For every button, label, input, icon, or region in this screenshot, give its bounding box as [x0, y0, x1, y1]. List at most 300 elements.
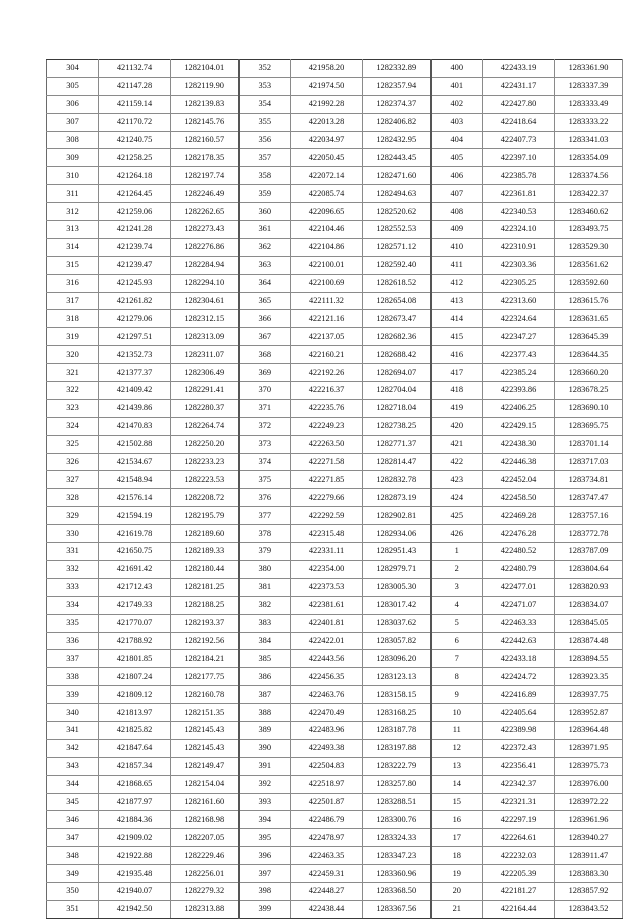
- y-coordinate-cell: 1283937.75: [555, 686, 623, 704]
- point-number-cell: 380: [239, 560, 291, 578]
- x-coordinate-cell: 421958.20: [291, 60, 363, 78]
- y-coordinate-cell: 1283701.14: [555, 435, 623, 453]
- point-number-cell: 372: [239, 417, 291, 435]
- y-coordinate-cell: 1282192.56: [171, 632, 239, 650]
- table-row: [47, 453, 623, 471]
- table-row: [47, 417, 623, 435]
- y-coordinate-cell: 1282814.47: [363, 453, 431, 471]
- y-coordinate-cell: 1282704.04: [363, 382, 431, 400]
- table-row: [47, 775, 623, 793]
- y-coordinate-cell: 1282902.81: [363, 507, 431, 525]
- y-coordinate-cell: 1283976.00: [555, 775, 623, 793]
- point-number-cell: 387: [239, 686, 291, 704]
- x-coordinate-cell: 421502.88: [99, 435, 171, 453]
- x-coordinate-cell: 422463.35: [291, 847, 363, 865]
- x-coordinate-cell: 421240.75: [99, 131, 171, 149]
- point-number-cell: 347: [47, 829, 99, 847]
- y-coordinate-cell: 1282979.71: [363, 560, 431, 578]
- y-coordinate-cell: 1282406.82: [363, 113, 431, 131]
- x-coordinate-cell: 422452.04: [483, 471, 555, 489]
- point-number-cell: 350: [47, 882, 99, 900]
- y-coordinate-cell: 1282374.37: [363, 95, 431, 113]
- x-coordinate-cell: 422463.33: [483, 614, 555, 632]
- point-number-cell: 354: [239, 95, 291, 113]
- x-coordinate-cell: 422427.80: [483, 95, 555, 113]
- y-coordinate-cell: 1282250.20: [171, 435, 239, 453]
- point-number-cell: 415: [431, 328, 483, 346]
- point-number-cell: 364: [239, 274, 291, 292]
- y-coordinate-cell: 1283631.65: [555, 310, 623, 328]
- x-coordinate-cell: 422216.37: [291, 382, 363, 400]
- y-coordinate-cell: 1282197.74: [171, 167, 239, 185]
- table-row: [47, 274, 623, 292]
- y-coordinate-cell: 1283820.93: [555, 578, 623, 596]
- y-coordinate-cell: 1283757.16: [555, 507, 623, 525]
- x-coordinate-cell: 421825.82: [99, 721, 171, 739]
- point-number-cell: 361: [239, 221, 291, 239]
- y-coordinate-cell: 1283952.87: [555, 704, 623, 722]
- y-coordinate-cell: 1282184.21: [171, 650, 239, 668]
- point-number-cell: 6: [431, 632, 483, 650]
- point-number-cell: 392: [239, 775, 291, 793]
- point-number-cell: 414: [431, 310, 483, 328]
- x-coordinate-cell: 422493.38: [291, 739, 363, 757]
- x-coordinate-cell: 422422.01: [291, 632, 363, 650]
- x-coordinate-cell: 422431.17: [483, 77, 555, 95]
- x-coordinate-cell: 422100.01: [291, 256, 363, 274]
- point-number-cell: 357: [239, 149, 291, 167]
- y-coordinate-cell: 1282193.37: [171, 614, 239, 632]
- x-coordinate-cell: 422313.60: [483, 292, 555, 310]
- x-coordinate-cell: 421857.34: [99, 757, 171, 775]
- x-coordinate-cell: 421534.67: [99, 453, 171, 471]
- y-coordinate-cell: 1282771.37: [363, 435, 431, 453]
- y-coordinate-cell: 1282276.86: [171, 238, 239, 256]
- x-coordinate-cell: 422342.37: [483, 775, 555, 793]
- point-number-cell: 15: [431, 793, 483, 811]
- point-number-cell: 373: [239, 435, 291, 453]
- point-number-cell: 326: [47, 453, 99, 471]
- x-coordinate-cell: 421868.65: [99, 775, 171, 793]
- y-coordinate-cell: 1282229.46: [171, 847, 239, 865]
- point-number-cell: 386: [239, 668, 291, 686]
- table-row: [47, 471, 623, 489]
- table-row: [47, 221, 623, 239]
- table-row: [47, 560, 623, 578]
- y-coordinate-cell: 1282189.33: [171, 543, 239, 561]
- x-coordinate-cell: 421261.82: [99, 292, 171, 310]
- y-coordinate-cell: 1282177.75: [171, 668, 239, 686]
- y-coordinate-cell: 1283734.81: [555, 471, 623, 489]
- point-number-cell: 371: [239, 399, 291, 417]
- y-coordinate-cell: 1283257.80: [363, 775, 431, 793]
- point-number-cell: 404: [431, 131, 483, 149]
- point-number-cell: 312: [47, 203, 99, 221]
- point-number-cell: 413: [431, 292, 483, 310]
- point-number-cell: 337: [47, 650, 99, 668]
- point-number-cell: 406: [431, 167, 483, 185]
- x-coordinate-cell: 422310.91: [483, 238, 555, 256]
- x-coordinate-cell: 422456.35: [291, 668, 363, 686]
- point-number-cell: 408: [431, 203, 483, 221]
- point-number-cell: 20: [431, 882, 483, 900]
- point-number-cell: 309: [47, 149, 99, 167]
- x-coordinate-cell: 421147.28: [99, 77, 171, 95]
- point-number-cell: 368: [239, 346, 291, 364]
- x-coordinate-cell: 422424.72: [483, 668, 555, 686]
- y-coordinate-cell: 1283347.23: [363, 847, 431, 865]
- point-number-cell: 365: [239, 292, 291, 310]
- y-coordinate-cell: 1282673.47: [363, 310, 431, 328]
- point-number-cell: 405: [431, 149, 483, 167]
- x-coordinate-cell: 422385.24: [483, 364, 555, 382]
- table-row: [47, 113, 623, 131]
- y-coordinate-cell: 1282357.94: [363, 77, 431, 95]
- table-row: [47, 131, 623, 149]
- y-coordinate-cell: 1282188.25: [171, 596, 239, 614]
- x-coordinate-cell: 421258.25: [99, 149, 171, 167]
- y-coordinate-cell: 1282313.88: [171, 900, 239, 918]
- table-row: [47, 793, 623, 811]
- table-row: [47, 525, 623, 543]
- y-coordinate-cell: 1283695.75: [555, 417, 623, 435]
- y-coordinate-cell: 1282520.62: [363, 203, 431, 221]
- x-coordinate-cell: 422111.32: [291, 292, 363, 310]
- point-number-cell: 424: [431, 489, 483, 507]
- table-row: [47, 292, 623, 310]
- y-coordinate-cell: 1282494.63: [363, 185, 431, 203]
- point-number-cell: 401: [431, 77, 483, 95]
- x-coordinate-cell: 422324.10: [483, 221, 555, 239]
- x-coordinate-cell: 422406.25: [483, 399, 555, 417]
- table-row: [47, 77, 623, 95]
- point-number-cell: 308: [47, 131, 99, 149]
- x-coordinate-cell: 422501.87: [291, 793, 363, 811]
- y-coordinate-cell: 1283341.03: [555, 131, 623, 149]
- y-coordinate-cell: 1282694.07: [363, 364, 431, 382]
- x-coordinate-cell: 422448.27: [291, 882, 363, 900]
- point-number-cell: 343: [47, 757, 99, 775]
- table-row: [47, 632, 623, 650]
- x-coordinate-cell: 422292.59: [291, 507, 363, 525]
- x-coordinate-cell: 422235.76: [291, 399, 363, 417]
- table-row: [47, 167, 623, 185]
- y-coordinate-cell: 1282223.53: [171, 471, 239, 489]
- y-coordinate-cell: 1282160.57: [171, 131, 239, 149]
- x-coordinate-cell: 422096.65: [291, 203, 363, 221]
- x-coordinate-cell: 422478.97: [291, 829, 363, 847]
- x-coordinate-cell: 422104.86: [291, 238, 363, 256]
- y-coordinate-cell: 1283678.25: [555, 382, 623, 400]
- y-coordinate-cell: 1283845.05: [555, 614, 623, 632]
- x-coordinate-cell: 422381.61: [291, 596, 363, 614]
- point-number-cell: 12: [431, 739, 483, 757]
- table-row: [47, 203, 623, 221]
- x-coordinate-cell: 421909.02: [99, 829, 171, 847]
- point-number-cell: 393: [239, 793, 291, 811]
- x-coordinate-cell: 422377.43: [483, 346, 555, 364]
- y-coordinate-cell: 1283883.30: [555, 865, 623, 883]
- table-row: [47, 95, 623, 113]
- point-number-cell: 21: [431, 900, 483, 918]
- point-number-cell: 314: [47, 238, 99, 256]
- table-row: [47, 686, 623, 704]
- y-coordinate-cell: 1283300.76: [363, 811, 431, 829]
- y-coordinate-cell: 1283096.20: [363, 650, 431, 668]
- point-number-cell: 352: [239, 60, 291, 78]
- x-coordinate-cell: 421548.94: [99, 471, 171, 489]
- y-coordinate-cell: 1283187.78: [363, 721, 431, 739]
- point-number-cell: 421: [431, 435, 483, 453]
- point-number-cell: 317: [47, 292, 99, 310]
- y-coordinate-cell: 1283460.62: [555, 203, 623, 221]
- point-number-cell: 316: [47, 274, 99, 292]
- x-coordinate-cell: 422477.01: [483, 578, 555, 596]
- point-number-cell: 425: [431, 507, 483, 525]
- point-number-cell: 379: [239, 543, 291, 561]
- x-coordinate-cell: 421749.33: [99, 596, 171, 614]
- y-coordinate-cell: 1282432.95: [363, 131, 431, 149]
- x-coordinate-cell: 422232.03: [483, 847, 555, 865]
- y-coordinate-cell: 1283360.96: [363, 865, 431, 883]
- y-coordinate-cell: 1282145.43: [171, 739, 239, 757]
- point-number-cell: 10: [431, 704, 483, 722]
- point-number-cell: 369: [239, 364, 291, 382]
- point-number-cell: 304: [47, 60, 99, 78]
- y-coordinate-cell: 1283168.25: [363, 704, 431, 722]
- table-row: [47, 757, 623, 775]
- table-row: [47, 399, 623, 417]
- y-coordinate-cell: 1282189.60: [171, 525, 239, 543]
- point-number-cell: 362: [239, 238, 291, 256]
- point-number-cell: 331: [47, 543, 99, 561]
- x-coordinate-cell: 421992.28: [291, 95, 363, 113]
- point-number-cell: 397: [239, 865, 291, 883]
- point-number-cell: 418: [431, 382, 483, 400]
- y-coordinate-cell: 1283592.60: [555, 274, 623, 292]
- x-coordinate-cell: 422429.15: [483, 417, 555, 435]
- y-coordinate-cell: 1283005.30: [363, 578, 431, 596]
- x-coordinate-cell: 421809.12: [99, 686, 171, 704]
- y-coordinate-cell: 1283894.55: [555, 650, 623, 668]
- y-coordinate-cell: 1282934.06: [363, 525, 431, 543]
- y-coordinate-cell: 1283940.27: [555, 829, 623, 847]
- x-coordinate-cell: 422459.31: [291, 865, 363, 883]
- y-coordinate-cell: 1282256.01: [171, 865, 239, 883]
- x-coordinate-cell: 422305.25: [483, 274, 555, 292]
- point-number-cell: 19: [431, 865, 483, 883]
- y-coordinate-cell: 1283158.15: [363, 686, 431, 704]
- x-coordinate-cell: 422321.31: [483, 793, 555, 811]
- point-number-cell: 13: [431, 757, 483, 775]
- x-coordinate-cell: 422263.50: [291, 435, 363, 453]
- point-number-cell: 307: [47, 113, 99, 131]
- point-number-cell: 351: [47, 900, 99, 918]
- table-row: [47, 382, 623, 400]
- point-number-cell: 377: [239, 507, 291, 525]
- point-number-cell: 396: [239, 847, 291, 865]
- y-coordinate-cell: 1283337.39: [555, 77, 623, 95]
- y-coordinate-cell: 1282313.09: [171, 328, 239, 346]
- x-coordinate-cell: 422100.69: [291, 274, 363, 292]
- point-number-cell: 2: [431, 560, 483, 578]
- x-coordinate-cell: 422361.81: [483, 185, 555, 203]
- point-number-cell: 335: [47, 614, 99, 632]
- y-coordinate-cell: 1283057.82: [363, 632, 431, 650]
- table-row: [47, 847, 623, 865]
- y-coordinate-cell: 1283561.62: [555, 256, 623, 274]
- point-number-cell: 313: [47, 221, 99, 239]
- point-number-cell: 360: [239, 203, 291, 221]
- x-coordinate-cell: 422469.28: [483, 507, 555, 525]
- table-row: [47, 60, 623, 78]
- y-coordinate-cell: 1283964.48: [555, 721, 623, 739]
- point-number-cell: 342: [47, 739, 99, 757]
- y-coordinate-cell: 1283787.09: [555, 543, 623, 561]
- point-number-cell: 18: [431, 847, 483, 865]
- x-coordinate-cell: 422205.39: [483, 865, 555, 883]
- y-coordinate-cell: 1283493.75: [555, 221, 623, 239]
- x-coordinate-cell: 421132.74: [99, 60, 171, 78]
- y-coordinate-cell: 1282104.01: [171, 60, 239, 78]
- x-coordinate-cell: 422433.18: [483, 650, 555, 668]
- x-coordinate-cell: 422463.76: [291, 686, 363, 704]
- x-coordinate-cell: 421239.47: [99, 256, 171, 274]
- x-coordinate-cell: 422303.36: [483, 256, 555, 274]
- point-number-cell: 409: [431, 221, 483, 239]
- point-number-cell: 1: [431, 543, 483, 561]
- point-number-cell: 359: [239, 185, 291, 203]
- x-coordinate-cell: 421259.06: [99, 203, 171, 221]
- x-coordinate-cell: 422104.46: [291, 221, 363, 239]
- point-number-cell: 370: [239, 382, 291, 400]
- table-row: [47, 507, 623, 525]
- y-coordinate-cell: 1283874.48: [555, 632, 623, 650]
- x-coordinate-cell: 421801.85: [99, 650, 171, 668]
- point-number-cell: 320: [47, 346, 99, 364]
- x-coordinate-cell: 422504.83: [291, 757, 363, 775]
- x-coordinate-cell: 422393.86: [483, 382, 555, 400]
- y-coordinate-cell: 1282160.78: [171, 686, 239, 704]
- x-coordinate-cell: 422405.64: [483, 704, 555, 722]
- x-coordinate-cell: 422433.19: [483, 60, 555, 78]
- y-coordinate-cell: 1282682.36: [363, 328, 431, 346]
- x-coordinate-cell: 422471.07: [483, 596, 555, 614]
- table-row: [47, 668, 623, 686]
- y-coordinate-cell: 1283857.92: [555, 882, 623, 900]
- x-coordinate-cell: 422050.45: [291, 149, 363, 167]
- table-row: [47, 489, 623, 507]
- point-number-cell: 376: [239, 489, 291, 507]
- point-number-cell: 402: [431, 95, 483, 113]
- y-coordinate-cell: 1282951.43: [363, 543, 431, 561]
- y-coordinate-cell: 1283911.47: [555, 847, 623, 865]
- x-coordinate-cell: 422137.05: [291, 328, 363, 346]
- y-coordinate-cell: 1282552.53: [363, 221, 431, 239]
- table-row: [47, 346, 623, 364]
- x-coordinate-cell: 421650.75: [99, 543, 171, 561]
- point-number-cell: 348: [47, 847, 99, 865]
- y-coordinate-cell: 1282119.90: [171, 77, 239, 95]
- point-number-cell: 356: [239, 131, 291, 149]
- point-number-cell: 318: [47, 310, 99, 328]
- point-number-cell: 3: [431, 578, 483, 596]
- point-number-cell: 11: [431, 721, 483, 739]
- point-number-cell: 311: [47, 185, 99, 203]
- point-number-cell: 367: [239, 328, 291, 346]
- table-row: [47, 865, 623, 883]
- x-coordinate-cell: 422446.38: [483, 453, 555, 471]
- y-coordinate-cell: 1282273.43: [171, 221, 239, 239]
- y-coordinate-cell: 1282832.78: [363, 471, 431, 489]
- point-number-cell: 388: [239, 704, 291, 722]
- y-coordinate-cell: 1282145.76: [171, 113, 239, 131]
- point-number-cell: 395: [239, 829, 291, 847]
- x-coordinate-cell: 422181.27: [483, 882, 555, 900]
- table-row: [47, 435, 623, 453]
- point-number-cell: 411: [431, 256, 483, 274]
- x-coordinate-cell: 421770.07: [99, 614, 171, 632]
- y-coordinate-cell: 1283222.79: [363, 757, 431, 775]
- point-number-cell: 391: [239, 757, 291, 775]
- point-number-cell: 355: [239, 113, 291, 131]
- x-coordinate-cell: 421409.42: [99, 382, 171, 400]
- point-number-cell: 412: [431, 274, 483, 292]
- x-coordinate-cell: 422034.97: [291, 131, 363, 149]
- point-number-cell: 422: [431, 453, 483, 471]
- x-coordinate-cell: 421245.93: [99, 274, 171, 292]
- point-number-cell: 407: [431, 185, 483, 203]
- x-coordinate-cell: 422372.43: [483, 739, 555, 757]
- y-coordinate-cell: 1283333.22: [555, 113, 623, 131]
- y-coordinate-cell: 1283972.22: [555, 793, 623, 811]
- x-coordinate-cell: 422389.98: [483, 721, 555, 739]
- table-row: [47, 811, 623, 829]
- y-coordinate-cell: 1282738.25: [363, 417, 431, 435]
- x-coordinate-cell: 422192.26: [291, 364, 363, 382]
- y-coordinate-cell: 1283834.07: [555, 596, 623, 614]
- table-row: [47, 704, 623, 722]
- point-number-cell: 319: [47, 328, 99, 346]
- point-number-cell: 315: [47, 256, 99, 274]
- x-coordinate-cell: 421942.50: [99, 900, 171, 918]
- point-number-cell: 426: [431, 525, 483, 543]
- point-number-cell: 8: [431, 668, 483, 686]
- x-coordinate-cell: 422271.85: [291, 471, 363, 489]
- table-row: [47, 364, 623, 382]
- table-row: [47, 149, 623, 167]
- x-coordinate-cell: 421847.64: [99, 739, 171, 757]
- y-coordinate-cell: 1283368.50: [363, 882, 431, 900]
- y-coordinate-cell: 1282284.94: [171, 256, 239, 274]
- point-number-cell: 17: [431, 829, 483, 847]
- x-coordinate-cell: 422442.63: [483, 632, 555, 650]
- point-number-cell: 410: [431, 238, 483, 256]
- point-number-cell: 328: [47, 489, 99, 507]
- point-number-cell: 384: [239, 632, 291, 650]
- point-number-cell: 398: [239, 882, 291, 900]
- table-row: [47, 650, 623, 668]
- y-coordinate-cell: 1283333.49: [555, 95, 623, 113]
- y-coordinate-cell: 1282262.65: [171, 203, 239, 221]
- x-coordinate-cell: 421877.97: [99, 793, 171, 811]
- point-number-cell: 339: [47, 686, 99, 704]
- point-number-cell: 14: [431, 775, 483, 793]
- x-coordinate-cell: 422476.28: [483, 525, 555, 543]
- y-coordinate-cell: 1282154.04: [171, 775, 239, 793]
- x-coordinate-cell: 421239.74: [99, 238, 171, 256]
- y-coordinate-cell: 1282312.15: [171, 310, 239, 328]
